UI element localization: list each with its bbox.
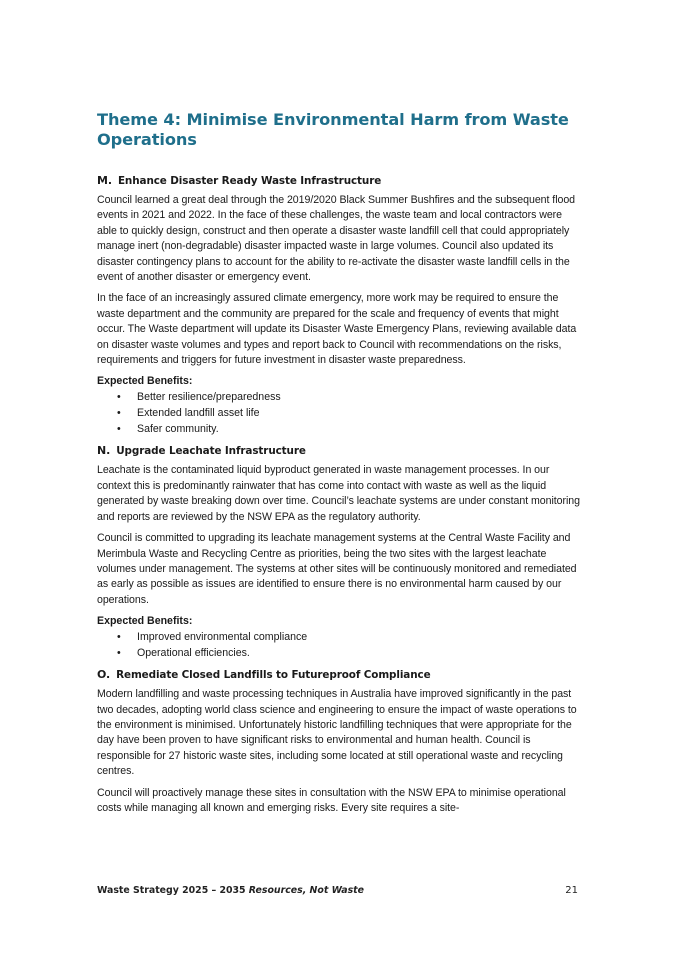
- section-title: Upgrade Leachate Infrastructure: [116, 445, 306, 458]
- section-letter: M.: [97, 174, 112, 187]
- paragraph: Council will proactively manage these sites in consultation with the NSW EPA to minimise operational costs while managing all known and emerging risks. Every site requires a site-: [97, 786, 566, 814]
- paragraph: Leachate is the contaminated liquid byproduct generated in waste management processes. In our context this is predominantly rainwater that has come into contact with waste as well as the liquid generated by waste breaking down over time. Council’s leachate systems are under constant monitoring and reports are reviewed by the NSW EPA as the regulatory authority.: [97, 464, 580, 523]
- paragraph: Council learned a great deal through the 2019/2020 Black Summer Bushfires and the subsequent flood events in 2021 and 2022. In the face of these challenges, the waste team and local contractors were able to quickly design, construct and then operate a disaster waste landfill cell that could appropriately manage inert (non-degradable) disaster impacted waste in large volumes. Council also updated its disaster contingency plans to account for the ability to re-activate the disaster waste landfill cells in the event of another disaster or emergency event.: [97, 194, 576, 284]
- section-title: Enhance Disaster Ready Waste Infrastructure: [117, 175, 382, 187]
- footer-doc-title: Waste Strategy 2025: [97, 885, 209, 896]
- paragraph: Council is committed to upgrading its leachate management systems at the Central Waste Facility and Merimbula Waste and Recycling Centre as priorities, being the two sites with the largest leachate volumes under management. The systems at other sites will be continuously monitored and remediated as early as possible as issues are identified to ensure there is no environmental harm caused by our operations.: [97, 532, 577, 606]
- page-footer: [97, 885, 582, 896]
- list-item: • Extended landfill asset life: [117, 407, 260, 420]
- footer-subtitle: Resources, Not Waste: [245, 885, 365, 896]
- section-heading: [97, 444, 582, 458]
- section-heading: [97, 668, 582, 682]
- benefits-label: Expected Benefits:: [97, 375, 193, 388]
- list-item: • Safer community.: [117, 423, 219, 436]
- footer-year-end: 2035: [219, 885, 246, 896]
- section-m: [97, 174, 582, 437]
- bullet-icon: •: [117, 423, 121, 436]
- section-letter: O.: [97, 668, 111, 682]
- bullet-icon: •: [117, 631, 121, 644]
- benefits-list: [97, 629, 582, 661]
- page-number: 21: [565, 885, 578, 896]
- footer-separator: –: [208, 885, 220, 896]
- section-letter: N.: [97, 444, 111, 458]
- benefits-list: [97, 389, 582, 437]
- benefits-label: Expected Benefits:: [97, 615, 193, 628]
- bullet-icon: •: [117, 647, 121, 660]
- bullet-icon: •: [117, 407, 121, 420]
- bullet-icon: •: [117, 391, 121, 404]
- theme-title: Theme 4: Minimise Environmental Harm from Waste Operations: [97, 110, 569, 149]
- section-o: [97, 668, 582, 816]
- section-heading: [97, 174, 582, 188]
- paragraph: Modern landfilling and waste processing techniques in Australia have improved significantly in the past two decades, adopting world class science and engineering to ensure the impact of waste operations to the environment is minimised. Unfortunately historic landfilling techniques that were appropriate for the day have been proven to have significant risks to environmental and human health. Council is responsible for 27 historic waste sites, including some located at still operational waste and recycling centres.: [97, 688, 577, 778]
- section-n: [97, 444, 582, 661]
- section-title: Remediate Closed Landfills to Futureproof Compliance: [116, 669, 431, 682]
- list-item: • Better resilience/preparedness: [117, 391, 281, 404]
- document-page: [97, 110, 582, 822]
- list-item: • Operational efficiencies.: [117, 647, 250, 660]
- paragraph: In the face of an increasingly assured climate emergency, more work may be required to ensure the waste department and the community are prepared for the scale and frequency of events that might occur. The Waste department will update its Disaster Waste Emergency Plans, reviewing available data on disaster waste volumes and types and report back to Council with recommendations on the risks, requirements and triggers for future investment in disaster waste preparedness.: [97, 292, 577, 367]
- list-item: • Improved environmental compliance: [117, 631, 308, 644]
